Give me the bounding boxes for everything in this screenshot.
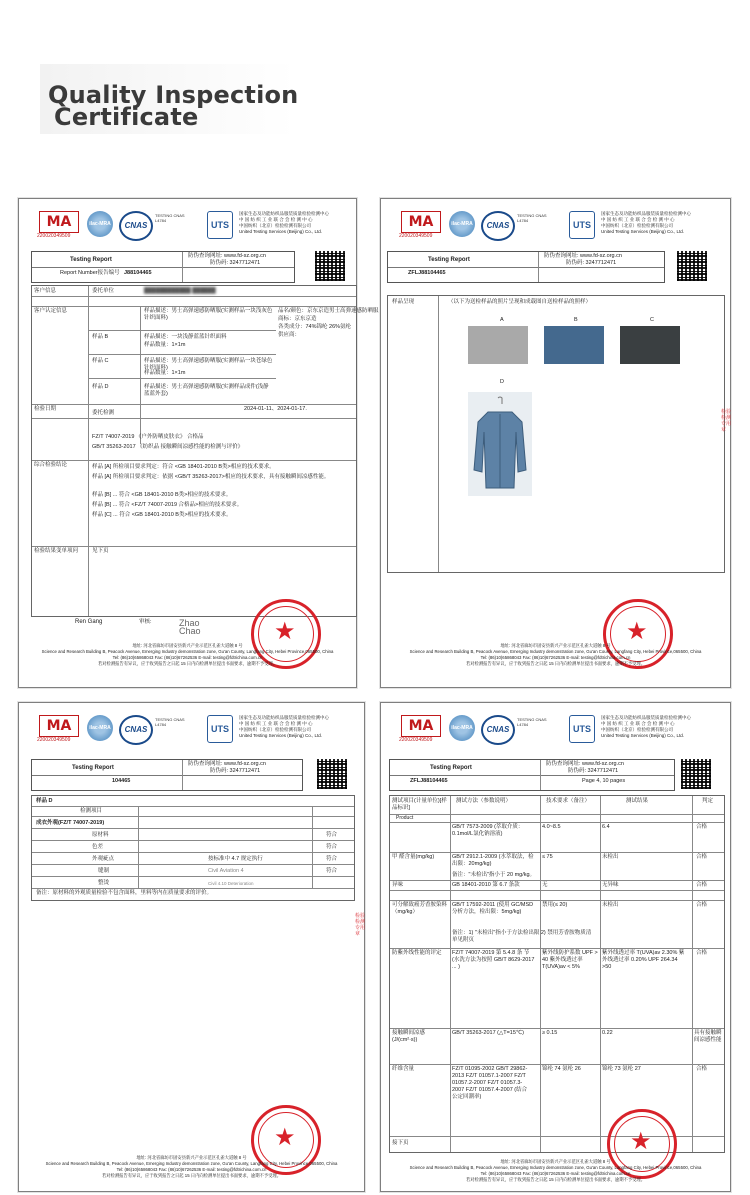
official-stamp: ★ <box>251 599 321 669</box>
conclusion-label: 综合检验结论 <box>34 462 68 468</box>
row-requirement: 锦纶 74 氨纶 26 <box>542 1066 581 1072</box>
report-info-box <box>31 759 303 791</box>
row-method: GB/T 35263-2017 (△T=15℃) <box>452 1030 524 1036</box>
official-stamp: ★ <box>251 1105 321 1175</box>
footer-address-cn: 地址: 河北省廊坊市固安县新兴产业示范区孔雀大道触 8 号 <box>500 1159 611 1164</box>
cnas-caption: TESTING CNAS L4784 <box>155 717 185 727</box>
row-note: 备注：1) "未检出"指小于方法检出限 2) 禁用芳香胺物质清单见附页 <box>452 930 592 943</box>
uts-logo: UTS <box>207 715 233 743</box>
swatch-b <box>544 326 604 364</box>
sample-d-title: 样品 D <box>36 798 53 804</box>
cnas-caption: TESTING CNAS L4784 <box>517 213 547 223</box>
institute-name-3: 中国纺织（北京）检验检测有限公司 <box>239 727 311 732</box>
anti-fake-code: 防伪码: 3247712471 <box>210 260 261 266</box>
row-result: 6.4 <box>602 824 610 830</box>
testing-report-label: Testing Report <box>72 765 114 771</box>
report-page-4 <box>380 702 731 1192</box>
official-stamp: ★ <box>607 1109 677 1179</box>
row-judge: 合格 <box>696 1066 708 1072</box>
row-item: 甲 醛含量(mg/kg) <box>392 854 435 860</box>
row-judge: 合格 <box>696 824 708 830</box>
institute-name-2: 中 国 纺 织 工 业 联 合 会 检 测 中 心 <box>239 217 313 222</box>
institute-name-en: United Testing Services (Beijing) Co., Ltd. <box>601 733 684 738</box>
entrust-label: 委托检测 <box>92 410 115 416</box>
title-line-1: Quality Inspection <box>48 81 299 109</box>
testing-report-label: Testing Report <box>430 765 472 771</box>
sample-b-desc: 样品描述：一块浅静蓝蓝针织面料 <box>144 334 227 340</box>
product-label: Product <box>396 815 414 821</box>
sample-b-label: 样品 B <box>92 334 109 340</box>
cnas-caption: TESTING CNAS L4784 <box>155 213 185 223</box>
report-page-1 <box>18 198 379 688</box>
institute-name-en: United Testing Services (Beijing) Co., Ltd. <box>239 733 322 738</box>
row-judge: 合格 <box>696 854 708 860</box>
institute-name-3: 中国纺织（北京）检验检测有限公司 <box>239 223 311 228</box>
anti-fake-url: 防伪查询网址: www.fd-sz.org.cn <box>188 761 266 767</box>
institute-name-1: 国家生态及功能纺织品服装质量检验检测中心 <box>601 715 691 720</box>
appearance-section: 成衣外观(FZ/T 74007-2019) <box>36 820 105 826</box>
row-item: 纤维含量 <box>392 1066 415 1072</box>
remark-label: 检验结果变单项问 <box>34 548 79 554</box>
sample-d-desc: 样品描述：男士高弹速感防晒服(实测样品成件(浅静蓝蓝外套) <box>144 384 269 397</box>
check-period-label: 检验日期 <box>34 406 57 412</box>
side-seal: 检验检测专用章 <box>721 409 732 433</box>
anti-fake-code: 防伪码: 3247712471 <box>210 768 261 774</box>
institute-name-2: 中 国 纺 织 工 业 联 合 会 检 测 中 心 <box>239 721 313 726</box>
page-header <box>19 199 356 245</box>
sample-d-label: 样品 D <box>92 384 109 390</box>
uts-logo: UTS <box>207 211 233 239</box>
header-item: 测试项目(计量单位)[样品标识] <box>392 798 447 811</box>
right-block-line-4: 供应商： <box>278 332 301 338</box>
report-page-3 <box>18 702 365 1192</box>
footer-address-en: Science and Research Building B, Peacock Avenue, Emerging Industry demonstration zone, Gu'an County, Langfang City, Hebei Province,065500, China <box>409 649 702 654</box>
title-line-2: Certificate <box>54 103 199 131</box>
institute-name-en: United Testing Services (Beijing) Co., Ltd. <box>239 229 322 234</box>
conclusion-5: 样品 [C] ... 符合 <GB 18401-2010 B类>相应的技术要求。 <box>92 512 232 518</box>
ilac-logo: ilac-MRA <box>87 715 113 741</box>
info-table <box>31 285 379 617</box>
cnas-logo: CNAS <box>119 715 153 745</box>
footer-contact: Tel: (86)10)65868043 Fax: (86)10)67262536 E-mail: testing@fdtrichina.com.cn <box>480 655 631 660</box>
row-requirement: Civil 4.10 Deterioration <box>208 881 254 886</box>
ma-number: 220020349509 <box>37 737 71 743</box>
conclusion-3: 样品 [B] ... 符合 <GB 18401-2010 B类>相应的技术要求。 <box>92 492 232 498</box>
jacket-photo <box>468 392 532 496</box>
report-number-label: Report Number报告编号 <box>60 270 120 276</box>
swatch-label-d: D <box>500 379 504 385</box>
row-result: 未检出 <box>602 854 619 860</box>
entrusting-unit-label: 委托单位 <box>92 288 115 294</box>
ma-logo: MA <box>39 715 79 737</box>
row-result: 符合 <box>326 832 338 838</box>
cnas-logo: CNAS <box>481 211 515 241</box>
ma-number: 220020349509 <box>399 233 433 239</box>
row-requirement: Civil Aviation 4 <box>208 868 244 874</box>
institute-name-2: 中 国 纺 织 工 业 联 合 会 检 测 中 心 <box>601 721 675 726</box>
appearance-table <box>31 795 355 901</box>
row-item: 色差 <box>92 844 104 850</box>
footer-address-cn: 地址: 河北省廊坊市固安县新兴产业示范区孔雀大道触 8 号 <box>500 643 611 648</box>
ilac-logo: ilac-MRA <box>87 211 113 237</box>
qr-code <box>677 251 707 281</box>
page-title <box>48 81 299 131</box>
qr-code <box>681 759 711 789</box>
sample-photo-table <box>387 295 725 573</box>
signer-2: Zhao Chao <box>179 618 201 636</box>
right-block-line-2: 商标：京东京造 <box>278 316 317 322</box>
row-judge: 合格 <box>696 902 708 908</box>
row-method: FZ/T 01095-2002 GB/T 29862-2013 FZ/T 01057.1-2007 FZ/T 01057.2-2007 FZ/T 01057.3-2007 FZ/T 01057.4-2007 (结合公定回潮率) <box>452 1066 528 1100</box>
header-requirement: 技术要求（备注） <box>546 798 591 804</box>
anti-fake-code: 防伪码: 3247712471 <box>566 260 617 266</box>
right-block-line-1: 品名/颜色：京东京造男士高弹速感防晒服 <box>278 308 379 314</box>
row-requirement: 禁用(≤ 20) <box>542 902 568 908</box>
ilac-logo: ilac-MRA <box>449 211 475 237</box>
signer-1: Ren Gang <box>75 619 103 625</box>
footer-note: 若对检测报告有异议，应于收到报告之日起 15 日内向检测单位提出书面要求，逾期不予受理。 <box>97 661 278 666</box>
row-item: 异味 <box>392 882 404 888</box>
test-results-table <box>389 795 725 1153</box>
row-item: 原材料 <box>92 832 109 838</box>
anti-fake-code: 防伪码: 3247712471 <box>568 768 619 774</box>
row-item: 缝制 <box>98 868 110 874</box>
row-method: GB 18401-2010 第 6.7 条款 <box>452 882 520 888</box>
footer-address-cn: 地址: 河北省廊坊市固安县新兴产业示范区孔雀大道触 8 号 <box>132 643 243 648</box>
row-judge: 具有接触瞬间凉感性能 <box>694 1030 722 1043</box>
sample-presentation-label: 样品呈现 <box>392 299 415 305</box>
row-item: 可分解致癌芳香胺染料（mg/kg） <box>392 902 448 915</box>
cnas-logo: CNAS <box>481 715 515 745</box>
row-item: 接触瞬间凉感 (J/(cm²·s)) <box>392 1030 426 1043</box>
row-method: GB/T 7573-2009 (萃取介质：0.1mol/L氯化钠溶液) <box>452 824 524 837</box>
report-page-2 <box>380 198 731 688</box>
footer-address-en: Science and Research Building B, Peacock Avenue, Emerging Industry demonstration zone, Gu'an County, Langfang City, Hebei Province,065500, China <box>45 1161 338 1166</box>
report-number: ZFLJ88104465 <box>408 270 446 276</box>
institute-name-1: 国家生态及功能纺织品服装质量检验检测中心 <box>601 211 691 216</box>
ma-number: 220020349509 <box>399 737 433 743</box>
sample-b-qty: 样品数量：1×1m <box>144 342 186 348</box>
report-info-box <box>387 251 665 283</box>
footer-address-en: Science and Research Building B, Peacock Avenue, Emerging Industry demonstration zone, Gu'an County, Langfang City, Hebei Province,065500, China <box>41 649 334 654</box>
row-requirement: ≤ 75 <box>542 854 553 860</box>
swatch-label-c: C <box>650 317 654 323</box>
sample-c-label: 样品 C <box>92 358 109 364</box>
cnas-caption: TESTING CNAS L4784 <box>517 717 547 727</box>
row-result: 未检出 <box>602 902 619 908</box>
footer-contact: Tel: (86)10)65868043 Fax: (86)10)67262536 E-mail: testing@fdtrichina.com.cn <box>480 1171 631 1176</box>
anti-fake-url: 防伪查询网址: www.fd-sz.org.cn <box>544 253 622 259</box>
check-dates: 2024-01-11、2024-01-17. <box>244 406 307 412</box>
testing-report-label: Testing Report <box>428 257 470 263</box>
institute-name-1: 国家生态及功能纺织品服装质量检验检测中心 <box>239 715 329 720</box>
row-method: GB/T 17592-2011 (使用 GC/MSD 分析方法，检出限：5mg/kg) <box>452 902 534 915</box>
customer-info-label: 客户信息 <box>34 288 57 294</box>
row-result: 无异味 <box>602 882 619 888</box>
row-item: 整烫 <box>98 880 110 886</box>
row-requirement: 紫外线防护系数 UPF > 40 紫外线透过率 T(UVA)av < 5% <box>542 950 598 970</box>
row-item: 外观疵点 <box>92 856 115 862</box>
sample-c-qty: 样品数量：1×1m <box>144 370 186 376</box>
row-judge: 合格 <box>696 882 708 888</box>
row-result: 符合 <box>326 868 338 874</box>
qr-code <box>315 251 345 281</box>
side-seal: 检验检测专用章 <box>355 913 366 937</box>
blurred-text: ████████████ ██████ <box>144 288 216 294</box>
page-count: Page 4, 10 pages <box>582 778 626 784</box>
institute-name-3: 中国纺织（北京）检验检测有限公司 <box>601 223 673 228</box>
swatch-label-a: A <box>500 317 504 323</box>
ma-logo: MA <box>401 715 441 737</box>
sample-a-desc: 样品描述：男士高弹速感防晒服(实测样品一块浅灰色针织面料) <box>144 308 273 321</box>
ilac-logo: ilac-MRA <box>449 715 475 741</box>
right-block-line-3: 各类成分：74%锦纶 26%氨纶 <box>278 324 352 330</box>
footer-note: 若对检测报告有异议，应于收到报告之日起 15 日内向检测单位提出书面要求，逾期不予受理。 <box>465 661 646 666</box>
uts-logo: UTS <box>569 211 595 239</box>
institute-name-1: 国家生态及功能纺织品服装质量检验检测中心 <box>239 211 329 216</box>
header-result: 测试结果 <box>626 798 649 804</box>
standard-1: FZ/T 74007-2019 《户外防晒皮肤衣》 合格品 <box>92 434 204 440</box>
row-result: 紫外线透过率 T(UVA)av 2.30% 紫外线透过率 0.20% UPF 264.34 >50 <box>602 950 685 970</box>
institute-name-3: 中国纺织（北京）检验检测有限公司 <box>601 727 673 732</box>
uts-logo: UTS <box>569 715 595 743</box>
institute-name-2: 中 国 纺 织 工 业 联 合 会 检 测 中 心 <box>601 217 675 222</box>
row-result: 符合 <box>326 844 338 850</box>
report-info-box <box>31 251 295 283</box>
footer-address-en: Science and Research Building B, Peacock Avenue, Emerging Industry demonstration zone, Gu'an County, Langfang City, Hebei Province,065500, China <box>409 1165 702 1170</box>
report-number: 104465 <box>112 778 131 784</box>
swatch-c <box>620 326 680 364</box>
swatch-a <box>468 326 528 364</box>
footer-address-cn: 地址: 河北省廊坊市固安县新兴产业示范区孔雀大道触 8 号 <box>136 1155 247 1160</box>
row-result: 符合 <box>326 856 338 862</box>
qr-code <box>317 759 347 789</box>
footer-contact: Tel: (86)10)65868043 Fax: (86)10)67262536 E-mail: testing@fdtrichina.com.cn <box>116 1167 267 1172</box>
sample-presentation-note: （以下为送检样品的照片呈现和成载图自送检样品的照样） <box>448 299 592 305</box>
standard-2: GB/T 35263-2017 《纺织品 接触瞬间凉感性能的检测与评价》 <box>92 444 244 450</box>
jacket-illustration <box>468 392 532 496</box>
customer-confirm-label: 客户认定信息 <box>34 308 68 314</box>
footer-note: 若对检测报告有异议，应于收到报告之日起 15 日内向检测单位提出书面要求，逾期不予受理。 <box>465 1177 646 1182</box>
row-requirement: 无 <box>542 882 548 888</box>
report-number: ZFLJ88104465 <box>410 778 448 784</box>
row-judge: 合格 <box>696 950 708 956</box>
header-method: 测试方法（参数说明） <box>456 798 512 804</box>
report-info-box <box>389 759 675 791</box>
institute-name-en: United Testing Services (Beijing) Co., Ltd. <box>601 229 684 234</box>
row-requirement: 按标准中 4.7 规定执行 <box>208 856 263 862</box>
cnas-logo: CNAS <box>119 211 153 241</box>
footer-note: 若对检测报告有异议，应于收到报告之日起 15 日内向检测单位提出书面要求，逾期不予受理。 <box>101 1173 282 1178</box>
official-stamp: ★ <box>603 599 673 669</box>
row-item: 防紫外线性能的评定 <box>392 950 442 956</box>
testing-report-label: Testing Report <box>70 257 112 263</box>
row-requirement: 4.0~8.5 <box>542 824 561 830</box>
conclusion-4: 样品 [B] ... 符合 <FZ/T 74007-2019 合格品>相应的技术要求。 <box>92 502 243 508</box>
row-result: 锦纶 73 氨纶 27 <box>602 1066 641 1072</box>
swatch-label-b: B <box>574 317 578 323</box>
conclusion-1: 样品 [A] 所检项目要求判定：符合 <GB 18401-2010 B类>相应的技术要求。 <box>92 464 275 470</box>
ma-number: 220020349509 <box>37 233 71 239</box>
ma-logo: MA <box>39 211 79 233</box>
column-item: 检测项目 <box>80 808 103 814</box>
appearance-note: 备注：原材料的外观质量检验不包含面料，里料等内在质量要求的评价。 <box>36 890 213 896</box>
row-note: 备注："未检出"指小于 20 mg/kg。 <box>452 872 536 878</box>
anti-fake-url: 防伪查询网址: www.fd-sz.org.cn <box>546 761 624 767</box>
remark-value: 见下页 <box>92 548 109 554</box>
row-requirement: ≥ 0.15 <box>542 1030 558 1036</box>
signer-2-label: 审核: <box>139 619 152 625</box>
continued-label: 接下页 <box>392 1140 409 1146</box>
row-result: 0.22 <box>602 1030 613 1036</box>
row-method: FZ/T 74007-2019 第 5.4.8 条 节 (水洗方法为按照 GB/T 8629-2017 ... ) <box>452 950 535 970</box>
ma-logo: MA <box>401 211 441 233</box>
report-number: J88104465 <box>124 270 152 276</box>
anti-fake-url: 防伪查询网址: www.fd-sz.org.cn <box>188 253 266 259</box>
conclusion-2: 样品 [A] 所检项目要求判定：依据 <GB/T 35263-2017>相应的技术要求，具有接触瞬间凉感性能。 <box>92 474 330 480</box>
row-method: GB/T 2912.1-2009 (水萃取法，检出限：20mg/kg) <box>452 854 534 867</box>
header-judge: 判定 <box>702 798 714 804</box>
sample-c-desc: 样品描述：男士高弹速感防晒服(实测样品一块苍绿色针织面料) <box>144 358 273 371</box>
footer-contact: Tel: (86)10)65868043 Fax: (86)10)67262536 E-mail: testing@fdtrichina.com.cn <box>112 655 263 660</box>
